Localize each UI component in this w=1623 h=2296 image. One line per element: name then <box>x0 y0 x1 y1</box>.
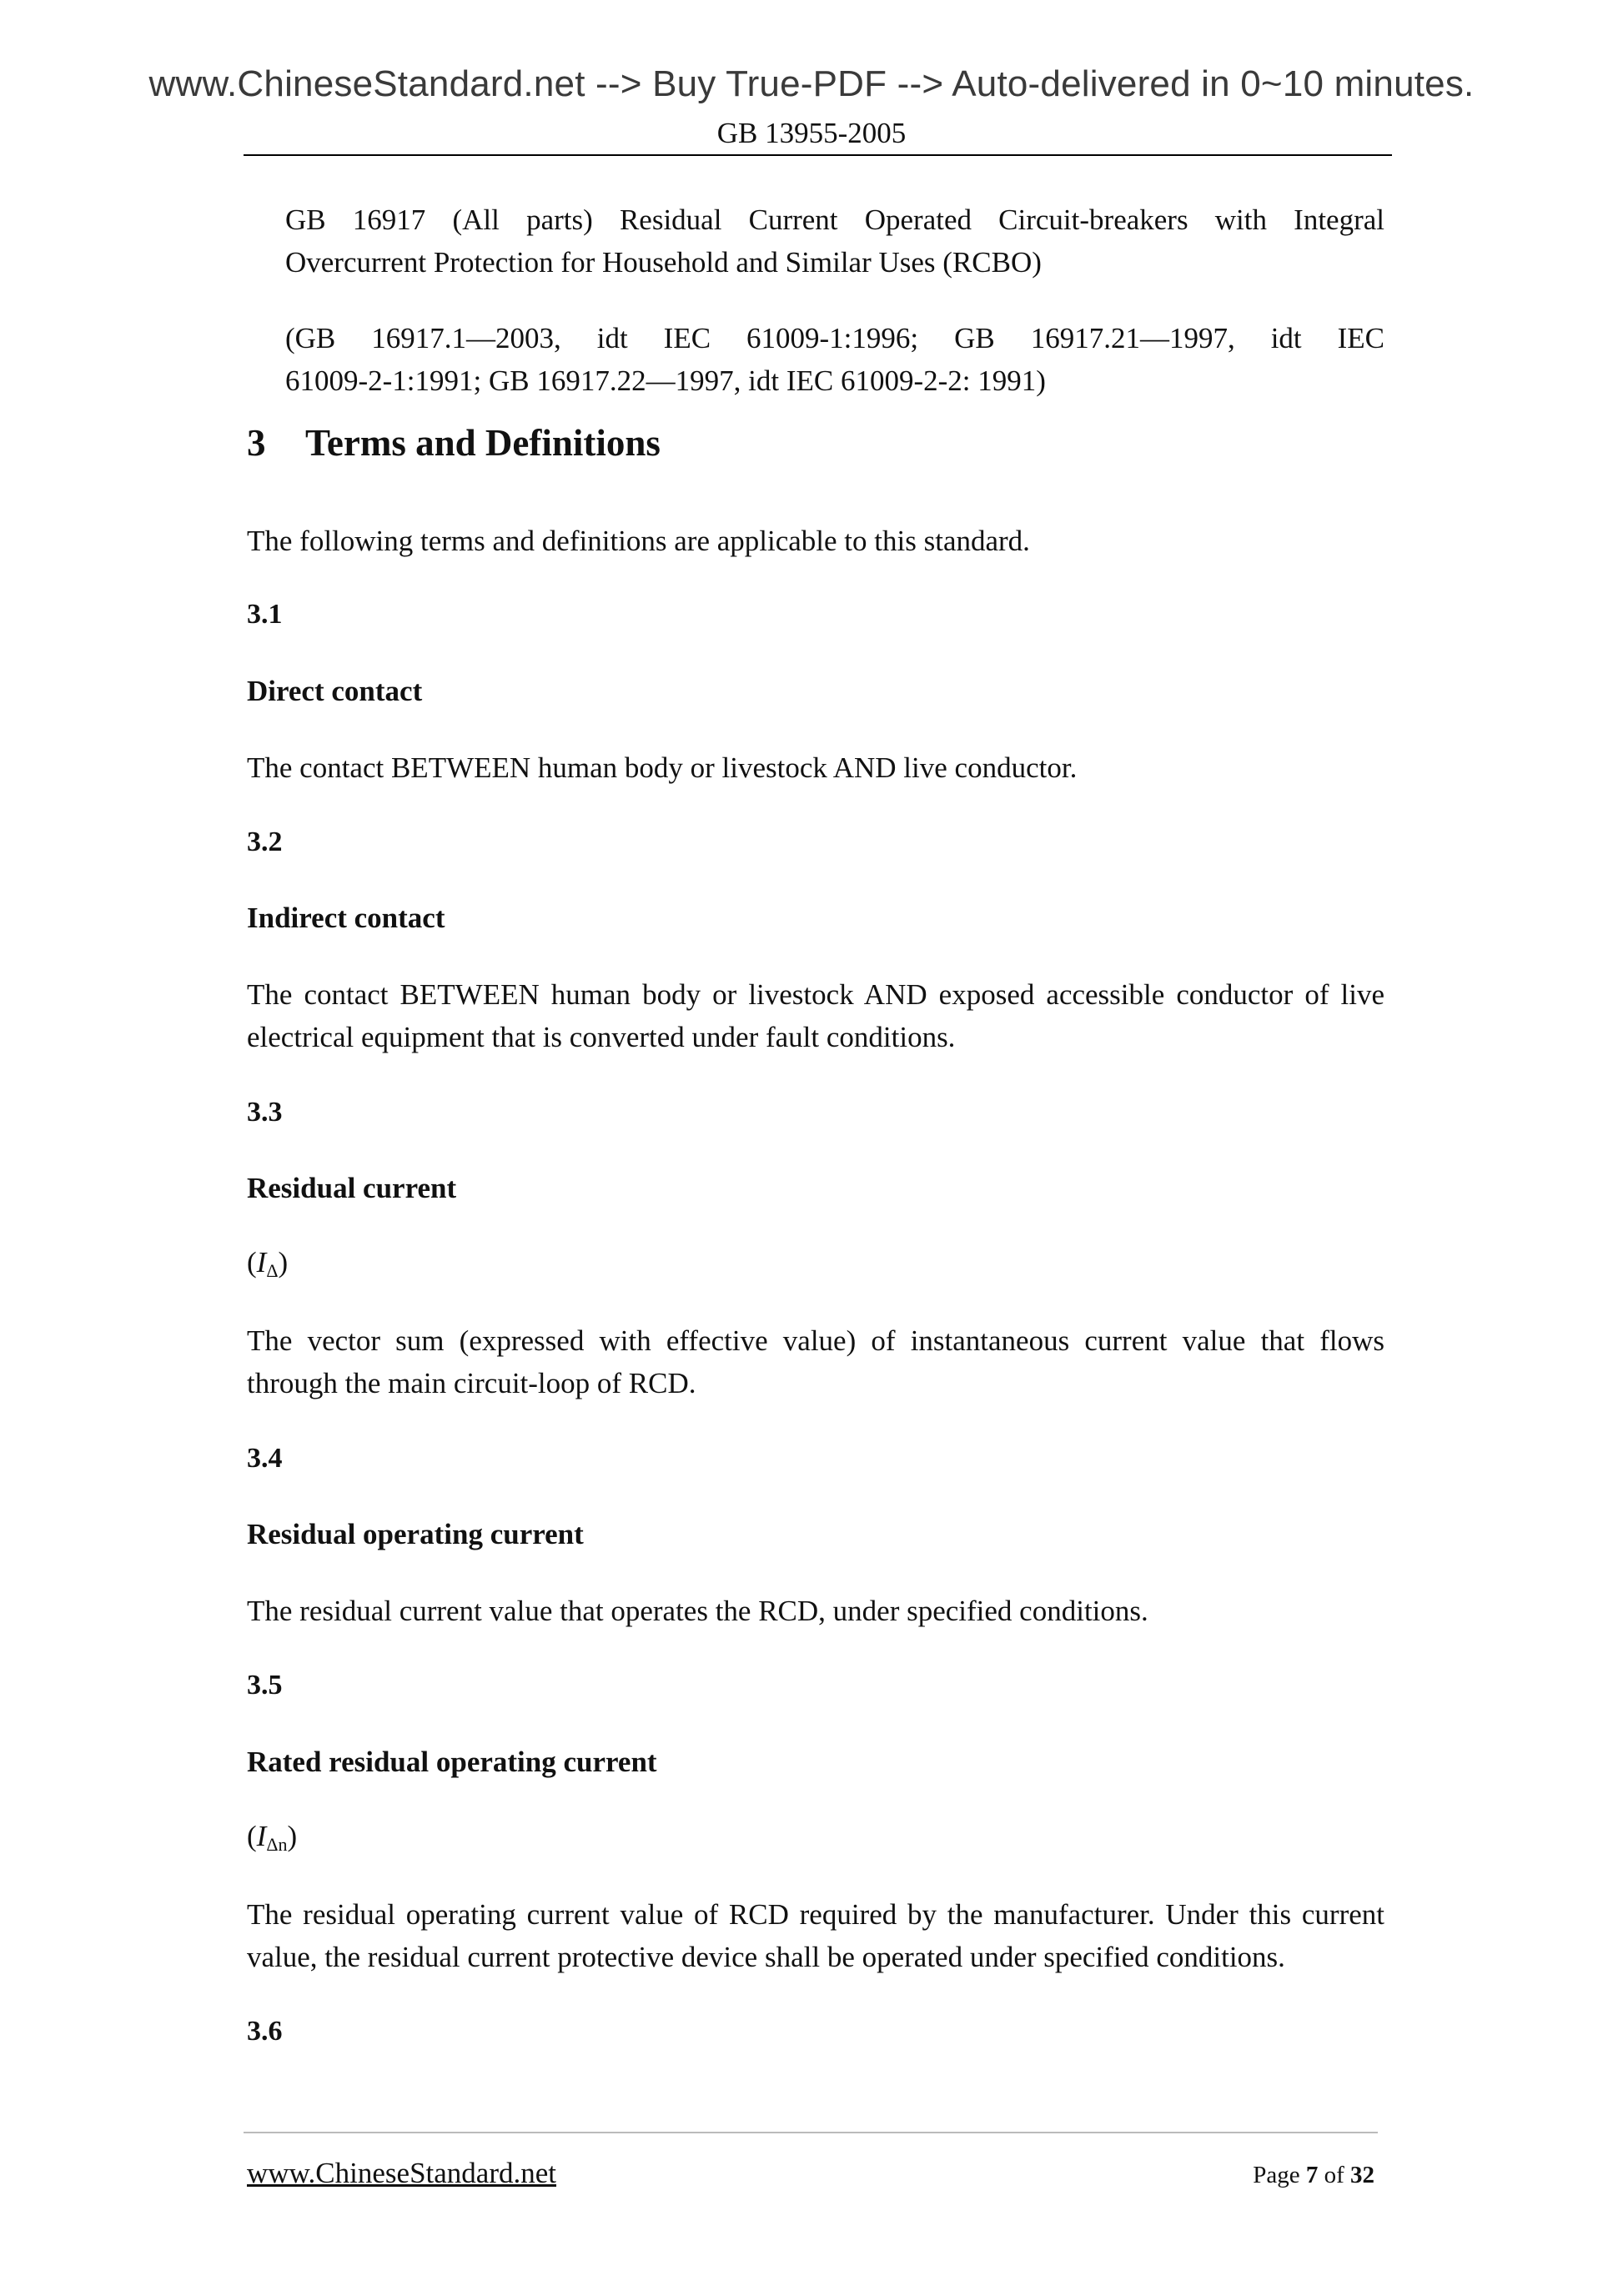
symbol-letter: I <box>256 1820 267 1852</box>
clause-number: 3.4 <box>247 1443 283 1474</box>
reference-idt-line1: (GB 16917.1—2003, idt IEC 61009-1:1996; GB 16917.21—1997, idt IEC <box>285 322 1384 354</box>
site-banner: www.ChineseStandard.net --> Buy True-PDF --> Auto-delivered in 0~10 minutes. <box>148 63 1475 104</box>
page-prefix: Page <box>1253 2162 1300 2188</box>
footer-divider <box>244 2132 1378 2133</box>
symbol-subscript: Δn <box>266 1834 288 1855</box>
term-definition: The contact BETWEEN human body or livestock AND live conductor. <box>247 751 1078 784</box>
reference-idt-line2: 61009-2-1:1991; GB 16917.22—1997, idt IEC 61009-2-2: 1991) <box>285 364 1046 397</box>
term-symbol: $(I_\Delta)$ <box>247 1246 289 1281</box>
symbol-letter: I <box>256 1246 267 1279</box>
page-number <box>1253 2162 1374 2189</box>
section-heading <box>247 421 661 465</box>
section-intro: The following terms and definitions are applicable to this standard. <box>247 525 1030 557</box>
term-definition: The vector sum (expressed with effective value) of instantaneous current value that flows <box>247 1324 1384 1357</box>
term-symbol: $(I_{\Delta n})$ <box>247 1820 298 1855</box>
term-title: Residual operating current <box>247 1518 584 1550</box>
term-title: Rated residual operating current <box>247 1746 657 1778</box>
standard-code: GB 13955-2005 <box>716 117 907 149</box>
clause-number: 3.5 <box>247 1670 283 1701</box>
header-divider <box>244 154 1392 156</box>
page-current: 7 <box>1305 2162 1319 2188</box>
reference-gb16917-line2: Overcurrent Protection for Household and Similar Uses (RCBO) <box>285 246 1042 279</box>
section-number: 3 <box>247 422 266 464</box>
term-definition: The residual operating current value of RCD required by the manufacturer. Under this current <box>247 1898 1384 1931</box>
clause-number: 3.1 <box>247 599 283 630</box>
clause-number: 3.3 <box>247 1097 283 1128</box>
footer-website-link[interactable]: www.ChineseStandard.net <box>247 2157 556 2189</box>
page-of: of <box>1324 2162 1344 2188</box>
clause-number: 3.6 <box>247 2016 283 2047</box>
term-definition: electrical equipment that is converted under fault conditions. <box>247 1021 956 1053</box>
reference-gb16917-line1: GB 16917 (All parts) Residual Current Operated Circuit-breakers with Integral <box>285 203 1384 236</box>
page-total: 32 <box>1350 2162 1374 2188</box>
term-definition: The residual current value that operates the RCD, under specified conditions. <box>247 1595 1148 1627</box>
term-title: Indirect contact <box>247 902 445 934</box>
section-title: Terms and Definitions <box>305 422 661 464</box>
clause-number: 3.2 <box>247 826 283 857</box>
term-definition: value, the residual current protective device shall be operated under specified conditions. <box>247 1941 1285 1973</box>
term-definition: The contact BETWEEN human body or livestock AND exposed accessible conductor of live <box>247 978 1384 1011</box>
symbol-subscript: Δ <box>266 1260 279 1281</box>
term-definition: through the main circuit-loop of RCD. <box>247 1367 696 1399</box>
term-title: Residual current <box>247 1172 457 1204</box>
term-title: Direct contact <box>247 675 423 707</box>
